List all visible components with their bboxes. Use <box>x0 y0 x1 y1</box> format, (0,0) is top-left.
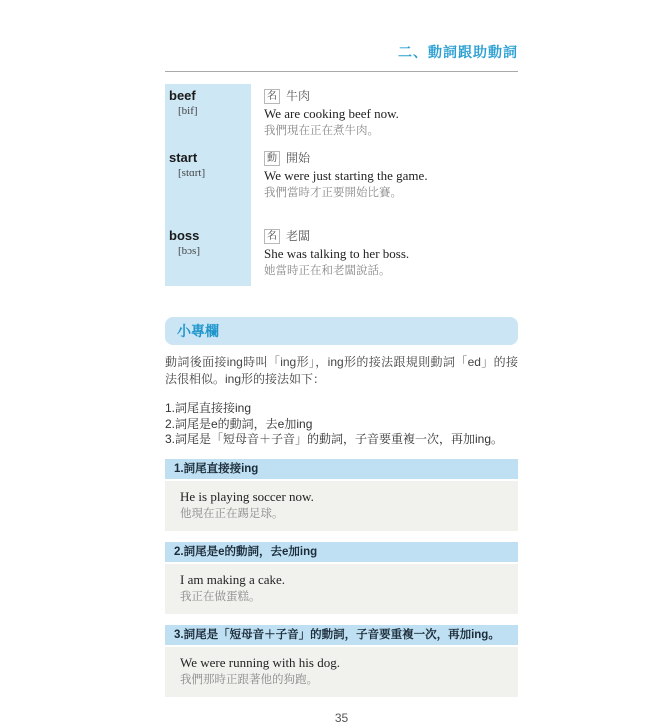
example-sentence: We were just starting the game. <box>264 168 428 183</box>
pos-badge: 動 <box>264 151 280 166</box>
sentence-translation: 我正在做蛋糕。 <box>180 590 261 603</box>
rule-item: 2.詞尾是e的動詞，去e加ing <box>165 416 313 431</box>
pos-badge: 名 <box>264 89 280 104</box>
word-meaning: 老闆 <box>286 229 311 243</box>
header-divider <box>165 71 518 72</box>
vocab-row <box>165 84 518 146</box>
section-example-box <box>165 481 518 531</box>
vocab-word: beef <box>169 88 196 103</box>
vocab-word: start <box>169 150 198 165</box>
vocab-detail-cell <box>251 146 518 208</box>
section-heading: 2.詞尾是e的動詞，去e加ing <box>165 542 518 562</box>
page-number: 35 <box>334 710 349 725</box>
vocab-word-cell <box>165 84 251 146</box>
example-sentence: We are cooking beef now. <box>264 106 399 121</box>
pos-badge: 名 <box>264 229 280 244</box>
vocab-phonetic: [bɔs] <box>178 245 200 257</box>
sentence-translation: 我們那時正跟著他的狗跑。 <box>180 673 318 686</box>
vocab-phonetic: [stɑrt] <box>178 167 206 179</box>
word-meaning: 牛肉 <box>286 89 311 103</box>
pos-line <box>264 228 518 245</box>
vocab-word: boss <box>169 228 200 243</box>
sentence-translation: 他現在正在踢足球。 <box>180 507 284 520</box>
example-sentence: I am making a cake. <box>180 571 286 587</box>
sentence-translation: 我們當時才正要開始比賽。 <box>264 187 402 199</box>
section-heading: 3.詞尾是「短母音＋子音」的動詞，子音要重複一次，再加ing。 <box>165 625 518 645</box>
word-meaning: 開始 <box>286 151 311 165</box>
rule-item: 1.詞尾直接接ing <box>165 401 252 415</box>
vocab-detail-cell <box>251 208 518 286</box>
chapter-title: 二、動詞跟助動詞 <box>398 44 518 60</box>
vocab-word-cell <box>165 208 251 286</box>
section-example-box <box>165 647 518 697</box>
example-sentence: We were running with his dog. <box>180 654 340 670</box>
pos-line <box>264 150 518 167</box>
pos-line <box>264 88 518 105</box>
vocab-table <box>165 84 518 286</box>
rule-item: 3.詞尾是「短母音＋子音」的動詞，子音要重複一次，再加ing。 <box>165 432 504 446</box>
sentence-translation: 她當時正在和老闆說話。 <box>264 265 391 277</box>
book-page <box>165 0 518 725</box>
section-heading: 1.詞尾直接接ing <box>165 459 518 479</box>
column-intro: 動詞後面接ing時叫「ing形」，ing形的接法跟規則動詞「ed」的接法很相似。ing形的接法如下： <box>165 355 518 386</box>
vocab-detail-cell <box>251 84 518 146</box>
column-title-banner <box>165 317 518 345</box>
example-sentence: She was talking to her boss. <box>264 246 410 261</box>
vocab-word-cell <box>165 146 251 208</box>
section-example-box <box>165 564 518 614</box>
example-sentence: He is playing soccer now. <box>180 488 314 504</box>
rules-list <box>165 401 518 448</box>
column-title: 小專欄 <box>177 323 219 339</box>
vocab-phonetic: [bif] <box>178 105 198 117</box>
vocab-row <box>165 146 518 208</box>
vocab-row <box>165 208 518 286</box>
sentence-translation: 我們現在正在煮牛肉。 <box>264 125 379 137</box>
